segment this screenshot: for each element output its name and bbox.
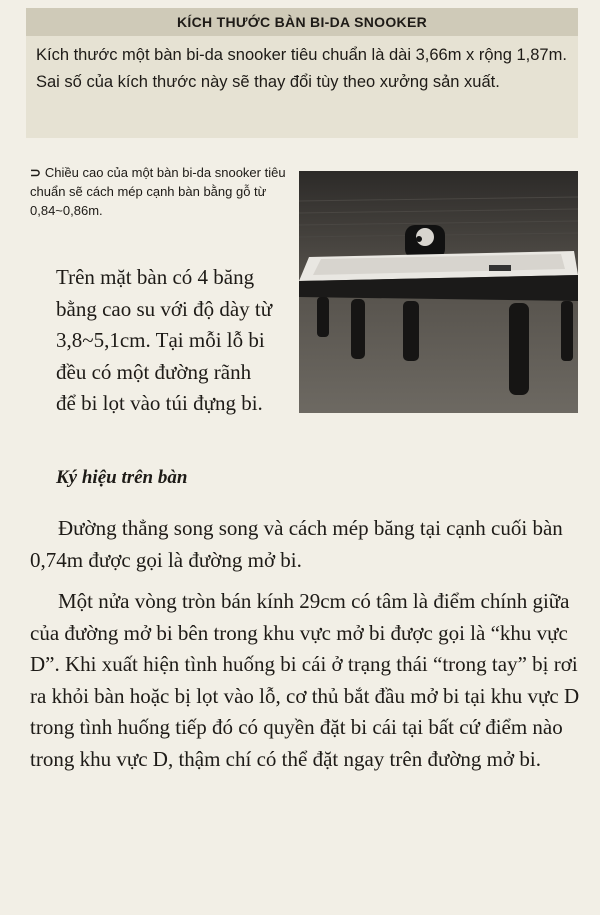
snooker-table-illustration xyxy=(299,171,578,413)
paragraph-d-zone: Một nửa vòng tròn bán kính 29cm có tâm là điểm chính giữa của đường mở bi bên trong khu vực mở bi được gọi là “khu vực D”. Khi xuất hiện tình huống bi cái ở trạng thái “trong tay” bị rơi ra khỏi bàn hoặc bị lọt vào lỗ, cơ thủ bắt đầu mở bi tại khu vực D trong tình huống tiếp đó có quyền đặt bi cái tại bất cứ điểm nào trong khu vực D, thậm chí có thể đặt ngay trên đường mở bi. xyxy=(30,589,580,771)
info-box-text: Kích thước một bàn bi-da snooker tiêu chuẩn là dài 3,66m x rộng 1,87m. Sai số của kích thước này sẽ thay đổi tùy theo xưởng sản xuất. xyxy=(36,46,567,91)
paragraph-cushions: Trên mặt bàn có 4 băng bằng cao su với độ dày từ 3,8~5,1cm. Tại mỗi lỗ bi đều có một đường rãnh để bi lọt vào túi đựng bi. xyxy=(56,265,273,415)
snooker-table-photo xyxy=(299,171,578,413)
photo-caption xyxy=(30,163,290,220)
caption-text: Chiều cao của một bàn bi-da snooker tiêu chuẩn sẽ cách mép cạnh bàn bằng gỗ từ 0,84~0,86m. xyxy=(30,165,286,218)
arrow-icon: ⊃ xyxy=(30,165,41,180)
info-box-title: KÍCH THƯỚC BÀN BI-DA SNOOKER xyxy=(26,8,578,36)
section-heading: Ký hiệu trên bàn xyxy=(56,467,188,488)
info-box xyxy=(26,8,578,138)
paragraph-baulk-line: Đường thẳng song song và cách mép băng tại cạnh cuối bàn 0,74m được gọi là đường mở bi. xyxy=(30,516,563,572)
